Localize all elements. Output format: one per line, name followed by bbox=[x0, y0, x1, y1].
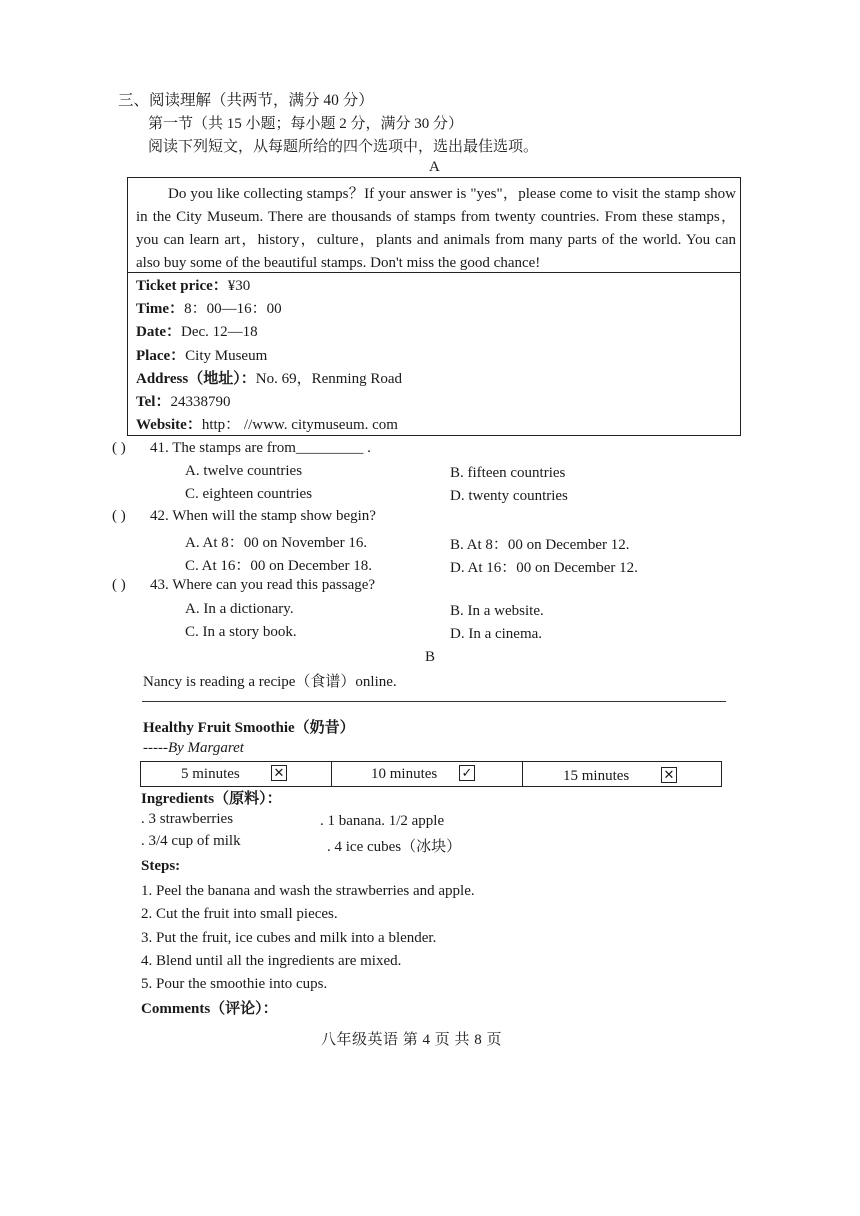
ingredients-heading: Ingredients（原料）： bbox=[141, 791, 282, 807]
option-43-c: C. In a story book. bbox=[185, 624, 297, 640]
step-3: 3. Put the fruit, ice cubes and milk into a blender. bbox=[141, 930, 437, 946]
stamp-show-info bbox=[136, 275, 402, 437]
info-place: Place：City Museum bbox=[136, 347, 268, 364]
info-date: Date：Dec. 12—18 bbox=[136, 324, 258, 341]
recipe-author: -----By Margaret bbox=[143, 740, 244, 756]
step-2: 2. Cut the fruit into small pieces. bbox=[141, 906, 338, 922]
time-option-15-label: 15 minutes bbox=[563, 768, 630, 784]
ingredient-strawberries: . 3 strawberries bbox=[141, 811, 234, 827]
time-option-5-mark: ✕ bbox=[271, 765, 287, 781]
section-instruction: 阅读下列短文，从每题所给的四个选项中，选出最佳选项。 bbox=[148, 139, 539, 155]
option-42-c: C. At 16：00 on December 18. bbox=[185, 558, 373, 574]
section-part: 第一节（共 15 小题；每小题 2 分，满分 30 分） bbox=[148, 116, 464, 132]
question-42-stem: 42. When will the stamp show begin? bbox=[150, 508, 376, 524]
time-option-5-label: 5 minutes bbox=[181, 766, 240, 782]
option-43-b: B. In a website. bbox=[450, 603, 544, 619]
passage-a-letter: A bbox=[429, 159, 440, 175]
option-42-a: A. At 8：00 on November 16. bbox=[185, 535, 368, 551]
table-divider bbox=[331, 762, 332, 786]
option-42-d: D. At 16：00 on December 12. bbox=[450, 560, 638, 576]
table-divider bbox=[522, 762, 523, 786]
passage-a-paragraph: Do you like collecting stamps？If your answer is "yes"，please come to visit the stamp show in the City Museum. There are thousands of stamps from twenty countries. From these stamps，you can learn art，history，culture，plants and animals from many parts of the world. You can also buy some of the beautiful stamps. Don't miss the good chance! bbox=[136, 186, 736, 271]
prep-time-table bbox=[140, 761, 722, 787]
steps-heading: Steps: bbox=[141, 858, 181, 874]
question-43-stem: 43. Where can you read this passage? bbox=[150, 577, 376, 593]
option-41-d: D. twenty countries bbox=[450, 488, 568, 504]
step-5: 5. Pour the smoothie into cups. bbox=[141, 976, 328, 992]
recipe-title: Healthy Fruit Smoothie（奶昔） bbox=[143, 720, 355, 736]
info-address: Address（地址）：No. 69，Renming Road bbox=[136, 370, 402, 387]
answer-blank-43[interactable]: ( ) bbox=[112, 577, 126, 593]
option-42-b: B. At 8：00 on December 12. bbox=[450, 537, 630, 553]
answer-blank-41[interactable]: ( ) bbox=[112, 440, 126, 456]
info-ticket-price: Ticket price：¥30 bbox=[136, 278, 251, 294]
passage-a-divider bbox=[128, 272, 740, 273]
info-website: Website：http： //www. citymuseum. com bbox=[136, 417, 398, 434]
option-43-a: A. In a dictionary. bbox=[185, 601, 294, 617]
step-4: 4. Blend until all the ingredients are mixed. bbox=[141, 953, 402, 969]
passage-a-text bbox=[136, 183, 736, 275]
time-option-10-mark: ✓ bbox=[459, 765, 475, 781]
ingredient-ice-cubes: . 4 ice cubes（冰块） bbox=[327, 839, 462, 855]
info-time: Time：8：00—16：00 bbox=[136, 301, 282, 318]
step-1: 1. Peel the banana and wash the strawberries and apple. bbox=[141, 883, 475, 899]
option-41-c: C. eighteen countries bbox=[185, 486, 313, 502]
passage-b-letter: B bbox=[425, 649, 436, 665]
ingredient-banana-apple: . 1 banana. 1/2 apple bbox=[320, 813, 445, 829]
time-option-15-mark: ✕ bbox=[661, 767, 677, 783]
separator-line bbox=[142, 701, 726, 702]
answer-blank-42[interactable]: ( ) bbox=[112, 508, 126, 524]
page-footer: 八年级英语 第 4 页 共 8 页 bbox=[321, 1032, 503, 1048]
comments-heading: Comments（评论）： bbox=[141, 1001, 278, 1017]
ingredient-milk: . 3/4 cup of milk bbox=[141, 833, 241, 849]
passage-a-box bbox=[127, 177, 741, 436]
option-41-a: A. twelve countries bbox=[185, 463, 303, 479]
passage-b-intro: Nancy is reading a recipe（食谱）online. bbox=[143, 674, 397, 690]
option-43-d: D. In a cinema. bbox=[450, 626, 543, 642]
section-title: 三、阅读理解（共两节，满分 40 分） bbox=[118, 92, 374, 109]
time-option-10-label: 10 minutes bbox=[371, 766, 438, 782]
question-41-stem: 41. The stamps are from_________ . bbox=[150, 440, 371, 456]
option-41-b: B. fifteen countries bbox=[450, 465, 566, 481]
info-tel: Tel：24338790 bbox=[136, 393, 231, 410]
